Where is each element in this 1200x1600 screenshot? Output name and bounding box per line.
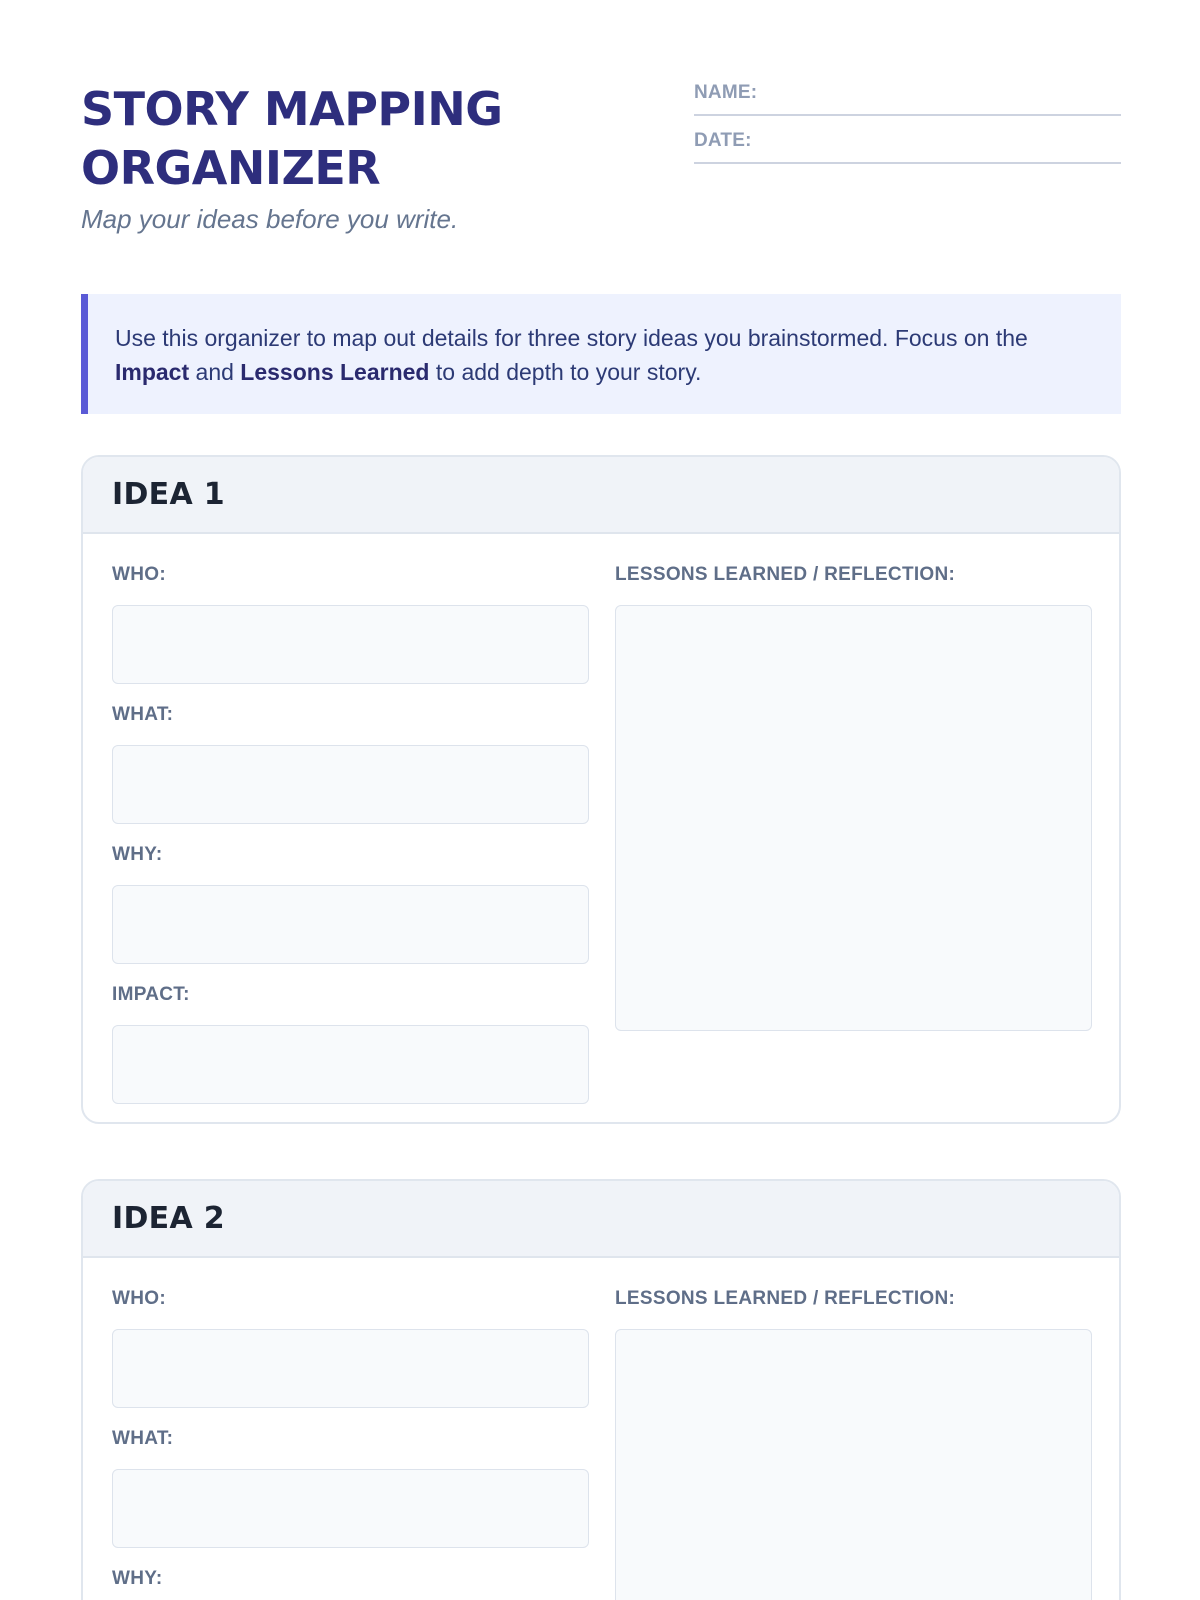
lessons-label: LESSONS LEARNED / REFLECTION: <box>615 564 956 585</box>
why-label: WHY: <box>112 1568 163 1589</box>
lessons-input[interactable] <box>615 1329 1092 1600</box>
instructions-bold-impact: Impact <box>115 359 190 385</box>
idea-title: IDEA 1 <box>112 477 225 512</box>
why-field <box>112 1568 589 1600</box>
what-input[interactable] <box>112 745 589 824</box>
page-subtitle: Map your ideas before you write. <box>81 204 459 234</box>
name-label: NAME: <box>694 82 758 103</box>
who-input[interactable] <box>112 605 589 684</box>
instructions-callout <box>81 294 1121 414</box>
instructions-text-3: to add depth to your story. <box>429 359 702 385</box>
instructions-bold-lessons: Lessons Learned <box>240 359 430 385</box>
idea-card-header <box>83 457 1119 534</box>
what-input[interactable] <box>112 1469 589 1548</box>
what-label: WHAT: <box>112 1428 174 1449</box>
lessons-field <box>615 564 1092 1031</box>
idea-card-header <box>83 1181 1119 1258</box>
impact-label: IMPACT: <box>112 984 190 1005</box>
instructions-text-1: Use this organizer to map out details for three story ideas you brainstormed. Focus on the <box>115 325 1028 351</box>
what-field <box>112 704 589 824</box>
who-field <box>112 564 589 684</box>
page-title: STORY MAPPING ORGANIZER <box>81 82 503 195</box>
instructions-text-2: and <box>189 359 241 385</box>
lessons-field <box>615 1288 1092 1600</box>
name-line[interactable] <box>694 80 1121 116</box>
what-label: WHAT: <box>112 704 174 725</box>
idea-card-2 <box>81 1179 1121 1600</box>
why-label: WHY: <box>112 844 163 865</box>
who-input[interactable] <box>112 1329 589 1408</box>
student-meta <box>694 80 1121 176</box>
impact-field <box>112 984 589 1104</box>
worksheet-page <box>81 0 1121 1600</box>
impact-input[interactable] <box>112 1025 589 1104</box>
lessons-input[interactable] <box>615 605 1092 1031</box>
date-label: DATE: <box>694 130 752 151</box>
what-field <box>112 1428 589 1548</box>
who-label: WHO: <box>112 564 166 585</box>
idea-card-1 <box>81 455 1121 1124</box>
who-label: WHO: <box>112 1288 166 1309</box>
idea-title: IDEA 2 <box>112 1201 225 1236</box>
why-field <box>112 844 589 964</box>
lessons-label: LESSONS LEARNED / REFLECTION: <box>615 1288 956 1309</box>
date-line[interactable] <box>694 128 1121 164</box>
why-input[interactable] <box>112 885 589 964</box>
worksheet-header <box>81 80 1121 240</box>
who-field <box>112 1288 589 1408</box>
